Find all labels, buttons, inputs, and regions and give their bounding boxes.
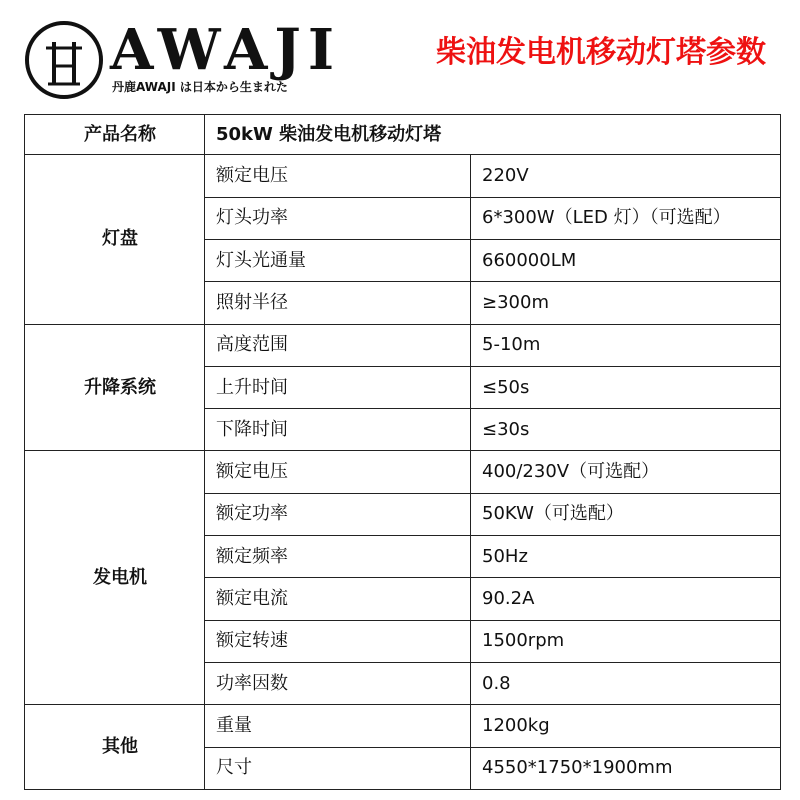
value-cell: 1200kg (471, 705, 781, 747)
param-cell: 照射半径 (205, 282, 471, 324)
param-cell: 功率因数 (205, 663, 471, 705)
page-title: 柴油发电机移动灯塔参数 (436, 35, 766, 70)
table-row (25, 705, 781, 747)
value-cell: 220V (471, 155, 781, 197)
value-cell: 660000LM (471, 239, 781, 281)
product-name: 50kW 柴油发电机移动灯塔 (205, 115, 781, 155)
param-cell: 灯头功率 (205, 197, 471, 239)
category-cell: 灯盘 (25, 155, 205, 324)
product-row (25, 115, 781, 155)
param-cell: 上升时间 (205, 366, 471, 408)
value-cell: 6*300W（LED 灯）（可选配） (471, 197, 781, 239)
param-cell: 额定频率 (205, 536, 471, 578)
category-cell: 其他 (25, 705, 205, 790)
param-cell: 高度范围 (205, 324, 471, 366)
header (0, 0, 800, 115)
spec-table (24, 114, 781, 790)
value-cell: ≤30s (471, 409, 781, 451)
param-cell: 额定功率 (205, 493, 471, 535)
category-cell: 发电机 (25, 451, 205, 705)
value-cell: 90.2A (471, 578, 781, 620)
param-cell: 额定电压 (205, 155, 471, 197)
table-row (25, 155, 781, 197)
logo-wordmark: AWAJI (110, 17, 342, 83)
value-cell: 50KW（可选配） (471, 493, 781, 535)
param-cell: 重量 (205, 705, 471, 747)
value-cell: 5-10m (471, 324, 781, 366)
value-cell: ≥300m (471, 282, 781, 324)
category-cell: 升降系统 (25, 324, 205, 451)
param-cell: 额定电压 (205, 451, 471, 493)
param-cell: 额定电流 (205, 578, 471, 620)
table-row (25, 324, 781, 366)
spec-table-body (25, 115, 781, 790)
product-label: 产品名称 (25, 115, 205, 155)
param-cell: 尺寸 (205, 747, 471, 789)
logo-tagline: 丹鹿AWAJI は日本から生まれた (112, 80, 288, 94)
awaji-logo-icon (24, 20, 104, 100)
value-cell: 400/230V（可选配） (471, 451, 781, 493)
param-cell: 额定转速 (205, 620, 471, 662)
value-cell: ≤50s (471, 366, 781, 408)
param-cell: 灯头光通量 (205, 239, 471, 281)
value-cell: 4550*1750*1900mm (471, 747, 781, 789)
table-row (25, 451, 781, 493)
value-cell: 50Hz (471, 536, 781, 578)
value-cell: 1500rpm (471, 620, 781, 662)
param-cell: 下降时间 (205, 409, 471, 451)
value-cell: 0.8 (471, 663, 781, 705)
